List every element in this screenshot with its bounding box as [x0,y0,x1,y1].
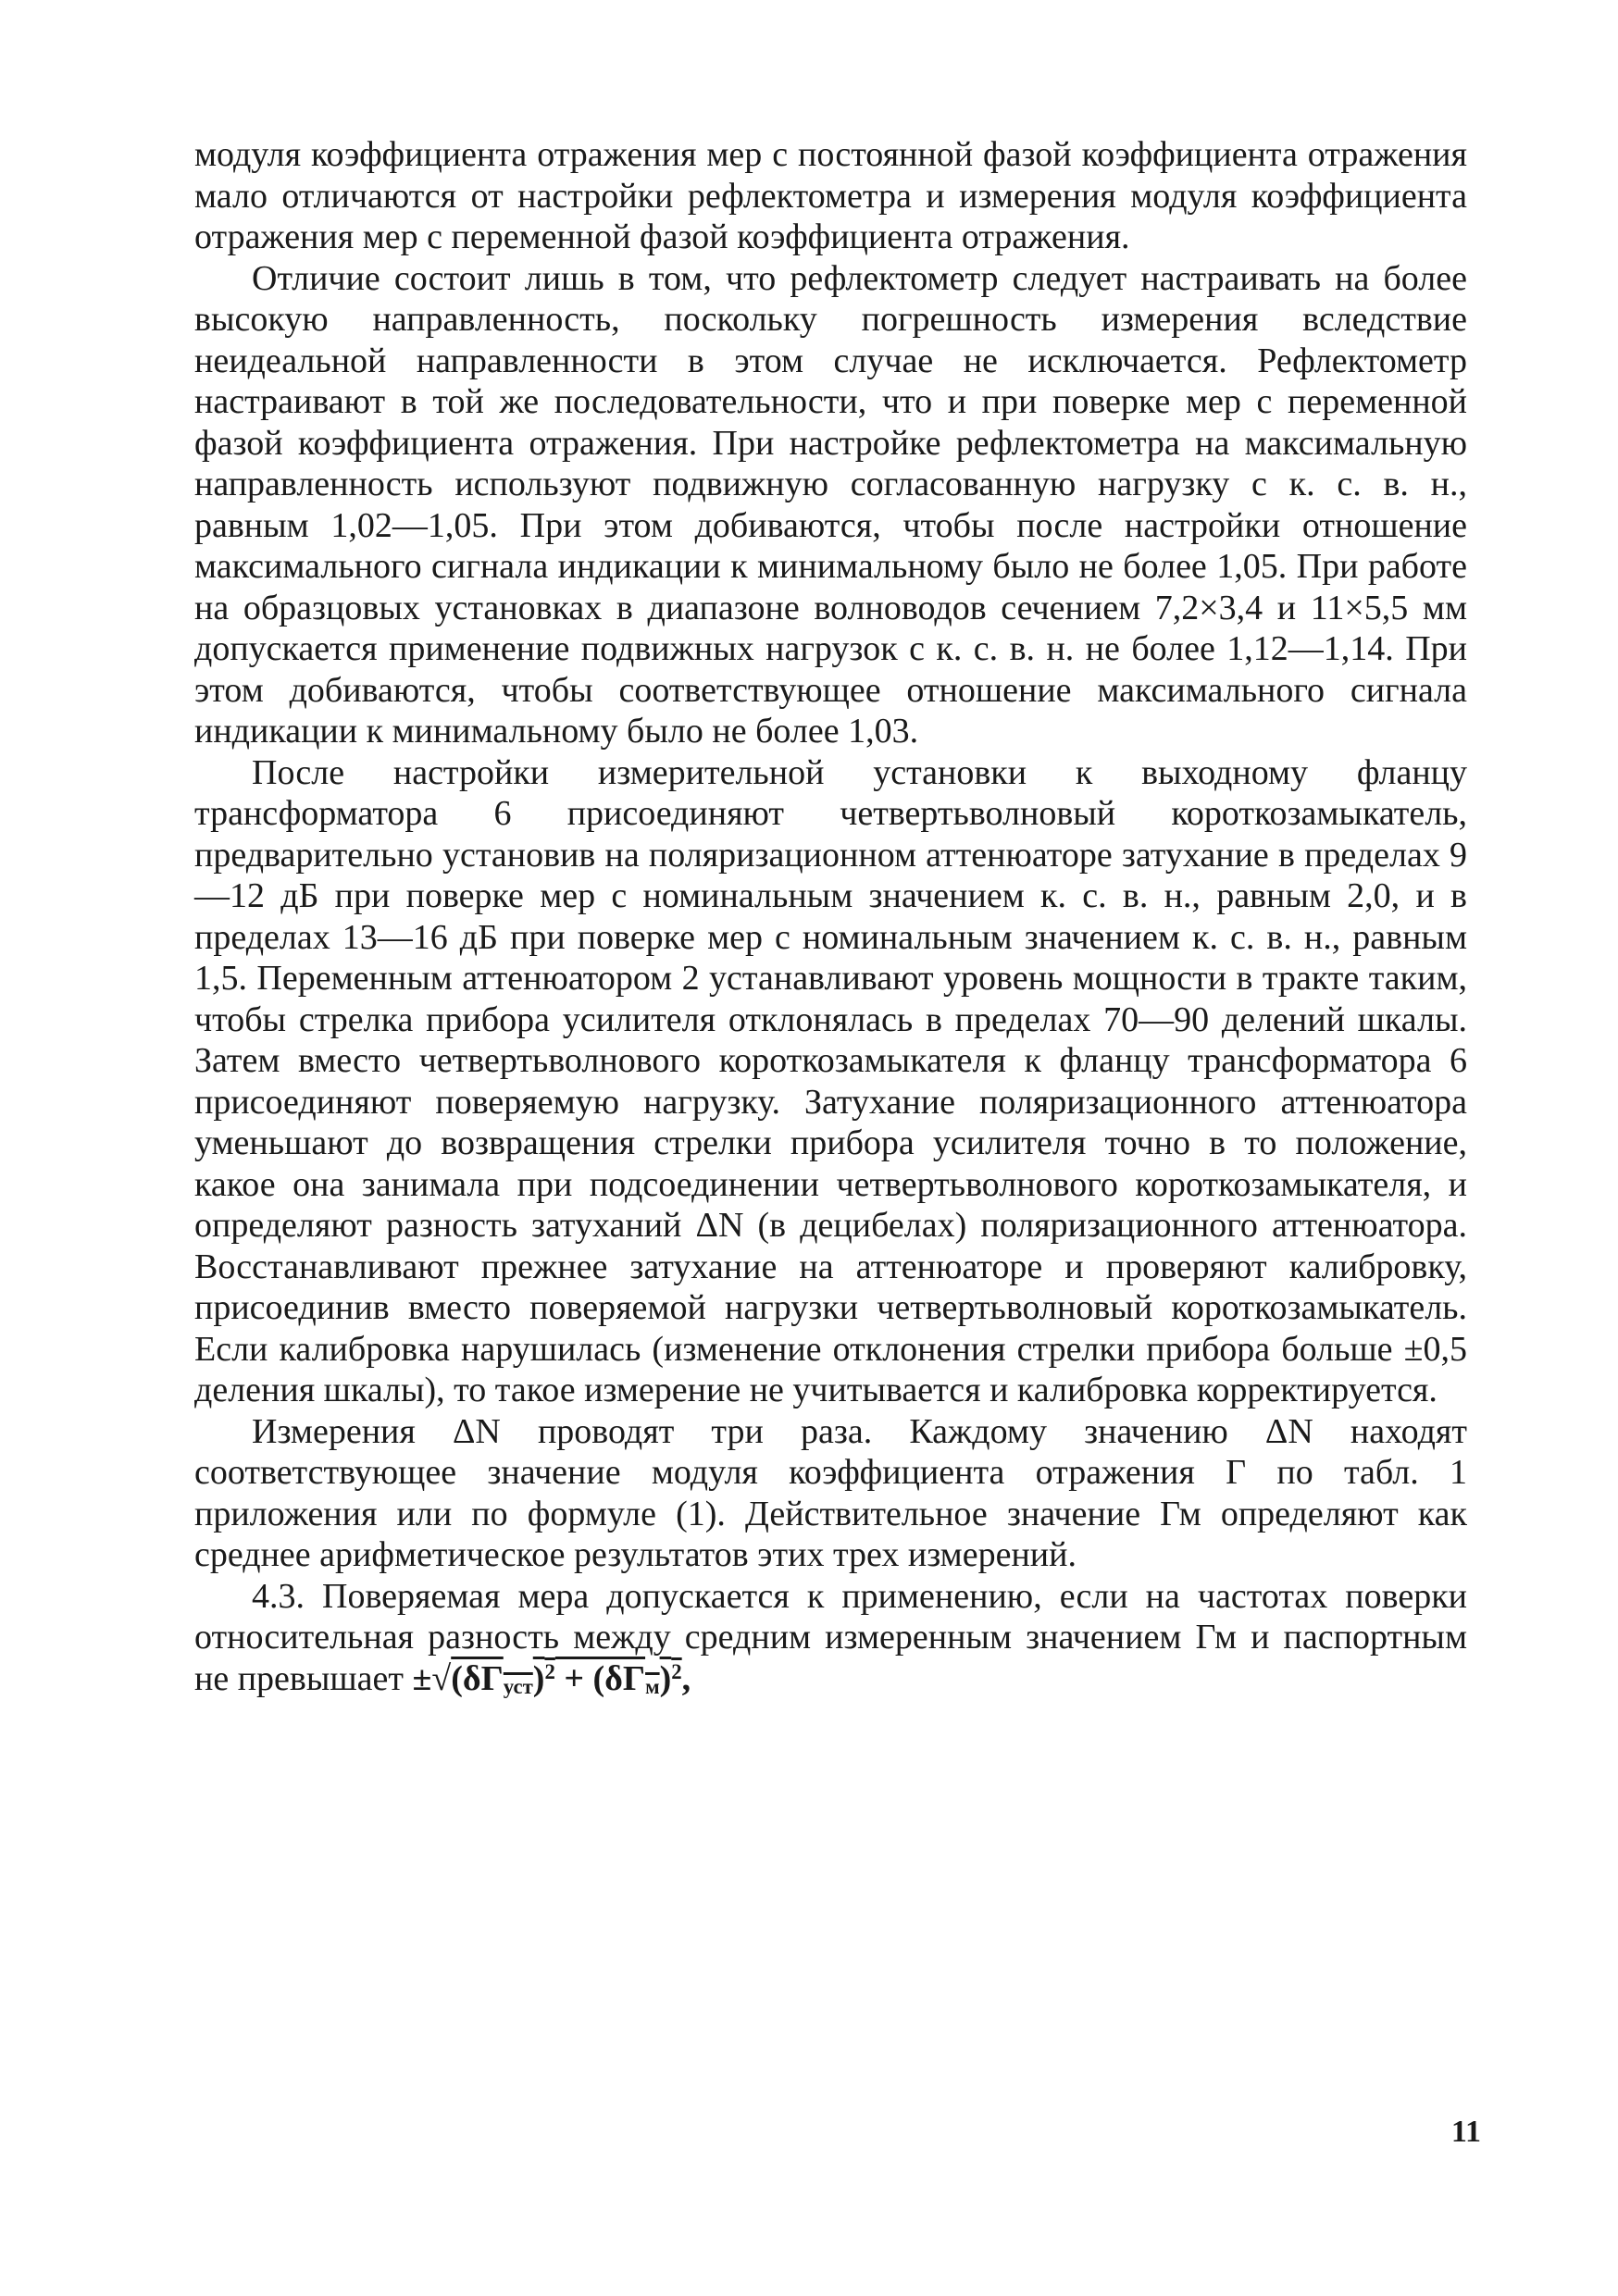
paragraph-section-4-3 [194,1576,1467,1700]
body-text [194,134,1467,1699]
section-4-3-text: 4.3. Поверяемая мера допускается к применению, если на частотах поверки относительная разность между средним измеренным значением Гм и паспортным не превышает [194,1576,1467,1698]
paragraph-measurement-procedure: После настройки измерительной установки к выходному фланцу трансформатора 6 присоединяют четвертьволновый короткозамыкатель, предварительно установив на поляризационном аттенюаторе затухание в пределах 9—12 дБ при поверке мер с номинальным значением к. с. в. н., равным 2,0, и в пределах 13—16 дБ при поверке мер с номинальным значением к. с. в. н., равным 1,5. Переменным аттенюатором 2 устанавливают уровень мощности в тракте таким, чтобы стрелка прибора усилителя отклонялась в пределах 70—90 делений шкалы. Затем вместо четвертьволнового короткозамыкателя к фланцу трансформатора 6 присоединяют поверяемую нагрузку. Затухание поляризационного аттенюатора уменьшают до возвращения стрелки прибора усилителя точно в то положение, какое она занимала при подсоединении четвертьволнового короткозамыкателя, и определяют разность затуханий ΔN (в децибелах) поляризационного аттенюатора. Восстанавливают прежнее затухание на аттенюаторе и проверяют калибровку, присоединив вместо поверяемой нагрузки четвертьволновый короткозамыкатель. Если калибровка нарушилась (изменение отклонения стрелки прибора больше ±0,5 деления шкалы), то такое измерение не учитывается и калибровка корректируется. [194,752,1467,1409]
page-number: 11 [1450,2115,1481,2149]
paragraph-continuation: модуля коэффициента отражения мер с постоянной фазой коэффициента отражения мало отличаются от настройки рефлектометра и измерения модуля коэффициента отражения мер с переменной фазой коэффициента отражения. [194,135,1467,256]
paragraph-reflectometer-setup: Отличие состоит лишь в том, что рефлектометр следует настраивать на более высокую направленность, поскольку погрешность измерения вследствие неидеальной направленности в этом случае не исключается. Рефлектометр настраивают в той же последовательности, что и при поверке мер с переменной фазой коэффициента отражения. При настройке рефлектометра на максимальную направленность используют подвижную согласованную нагрузку с к. с. в. н., равным 1,02—1,05. При этом добиваются, чтобы после настройки отношение максимального сигнала индикации к минимальному было не более 1,05. При работе на образцовых установках в диапазоне волноводов сечением 7,2×3,4 и 11×5,5 мм допускается применение подвижных нагрузок с к. с. в. н. не более 1,12—1,14. При этом добиваются, чтобы соответствующее отношение максимального сигнала индикации к минимальному было не более 1,03. [194,258,1467,751]
paragraph-repeat-measurements: Измерения ΔN проводят три раза. Каждому значению ΔN находят соответствующее значение модуля коэффициента отражения Г по табл. 1 приложения или по формуле (1). Действительное значение Гм определяют как среднее арифметическое результатов этих трех измерений. [194,1411,1467,1574]
tolerance-formula: $\pm√(\delta\Gamma_{уст})^2 + (\delta\Gamma_м)^2$, [412,1658,691,1698]
